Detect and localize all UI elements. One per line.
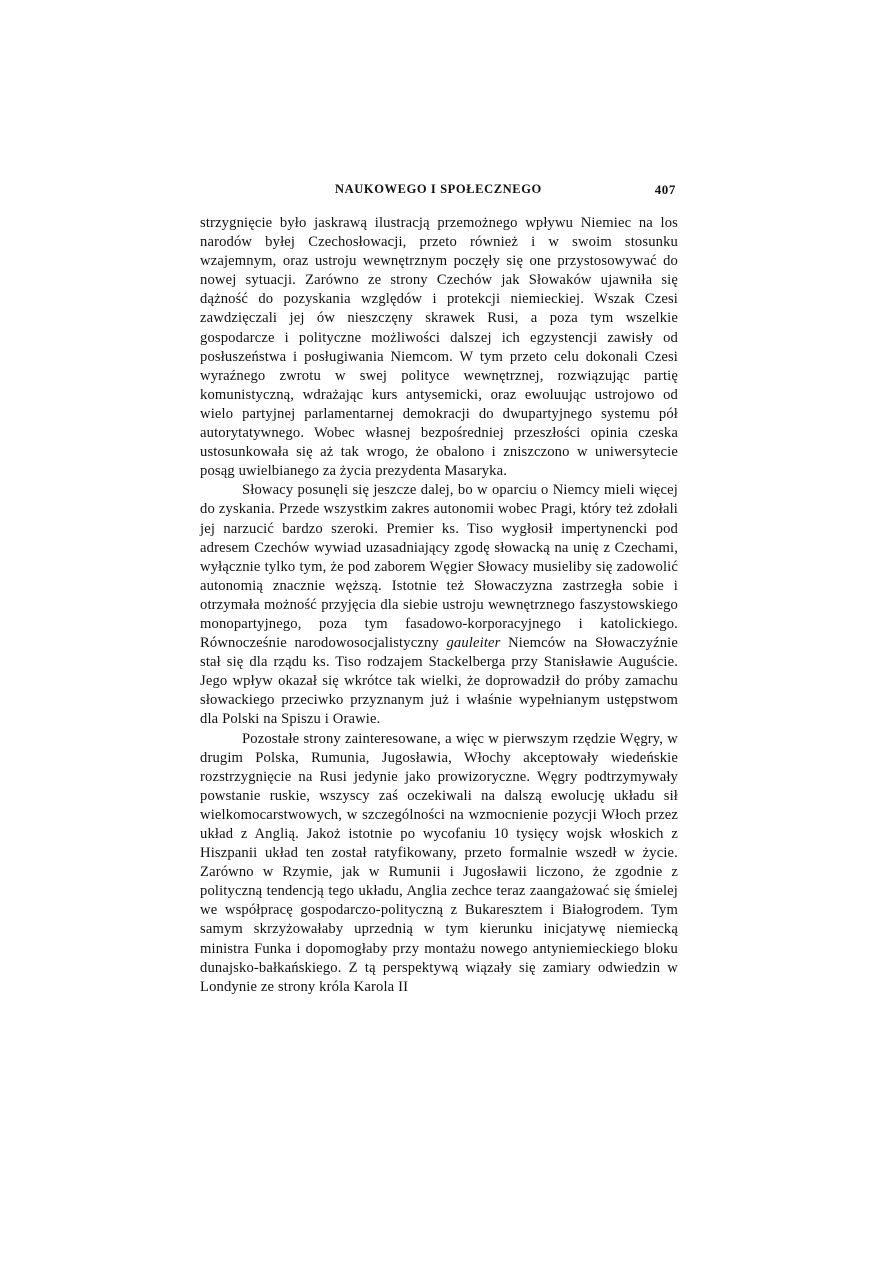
paragraph-2-emphasis: gauleiter [446,635,501,652]
paragraph-2 [200,481,678,729]
running-head [200,178,678,200]
paragraph-2-text-end: Niemców na Słowaczyźnie stał się dla rządu ks. Tiso rodzajem Stackelberga przy Stanisławie Auguście. Jego wpływ okazał się wkrótce tak wielki, że doprowadził do próby zamachu słowackiego przeciwko przyznanym już i właśnie wypełnianym ustępstwom dla Polski na Spiszu i Orawie. [200,635,678,728]
body-text [200,214,678,997]
paragraph-2-text-start: Słowacy posunęli się jeszcze dalej, bo w oparciu o Niemcy mieli więcej do zyskania. Przede wszystkim zakres autonomii wobec Pragi, który też zdołali jej narzucić bardzo szeroki. Premier ks. Tiso wygłosił impertynencki pod adresem Czechów wywiad uzasadniający zgodę słowacką na unię z Czechami, wyłącznie tylko tym, że pod zaborem Węgier Słowacy musieliby się zadowolić autonomią znacznie węższą. Istotnie też Słowaczyzna zastrzegła sobie i otrzymała możność przyjęcia dla siebie ustroju wewnętrznego faszystowskiego monopartyjnego, poza tym fasadowo-korporacyjnego i katolickiego. Równocześnie narodowosocjalistyczny [200,482,678,652]
running-head-title: NAUKOWEGO I SPOŁECZNEGO [335,182,542,196]
page-number: 407 [654,182,676,197]
paragraph-3: Pozostałe strony zainteresowane, a więc w pierwszym rzędzie Węgry, w drugim Polska, Rumunia, Jugosławia, Włochy akceptowały wiedeńskie rozstrzygnięcie na Rusi jedynie jako prowizoryczne. Węgry podtrzymywały powstanie ruskie, wszyscy zaś oczekiwali na dalszą ewolucję układu sił wielkomocarstwowych, w szczególności na wzmocnienie pozycji Włoch przez układ z Anglią. Jakoż istotnie po wycofaniu 10 tysięcy wojsk włoskich z Hiszpanii układ ten został ratyfikowany, przeto formalnie wszedł w życie. Zarówno w Rzymie, jak w Rumunii i Jugosławii liczono, że zgodnie z polityczną tendencją tego układu, Anglia zechce teraz zaangażować się śmielej we współpracę gospodarczo-polityczną z Bukaresztem i Białogrodem. Tym samym skrzyżowałaby uprzednią w tym kierunku inicjatywę niemiecką ministra Funka i dopomogłaby przy montażu nowego antyniemieckiego bloku dunajsko-bałkańskiego. Z tą perspektywą wiązały się zamiary odwiedzin w Londynie ze strony króla Karola II [200,730,678,995]
paragraph-1: strzygnięcie było jaskrawą ilustracją przemożnego wpływu Niemiec na los narodów byłej Czechosłowacji, przeto również i w swoim stosunku wzajemnym, oraz ustroju wewnętrznym poczęły się one przystosowywać do nowej sytuacji. Zarówno ze strony Czechów jak Słowaków ujawniła się dążność do pozyskania względów i protekcji niemieckiej. Wszak Czesi zawdzięczali jej ów nieszczęny skrawek Rusi, a poza tym wszelkie gospodarcze i polityczne możliwości dalszej ich egzystencji zawisły od posłuszeństwa i posługiwania Niemcom. W tym przeto celu dokonali Czesi wyraźnego zwrotu w swej polityce wewnętrznej, rozwiązując partię komunistyczną, wdrażając kurs antysemicki, oraz ewoluując ustrojowo od wielo partyjnej parlamentarnej demokracji do dwupartyjnego systemu pół autorytatywnego. Wobec własnej bezpośredniej przeszłości opinia czeska ustosunkowała się aż tak wrogo, że obalono i zniszczono w uniwersytecie posąg uwielbianego za życia prezydenta Masaryka. [200,215,678,480]
book-page [200,178,678,997]
